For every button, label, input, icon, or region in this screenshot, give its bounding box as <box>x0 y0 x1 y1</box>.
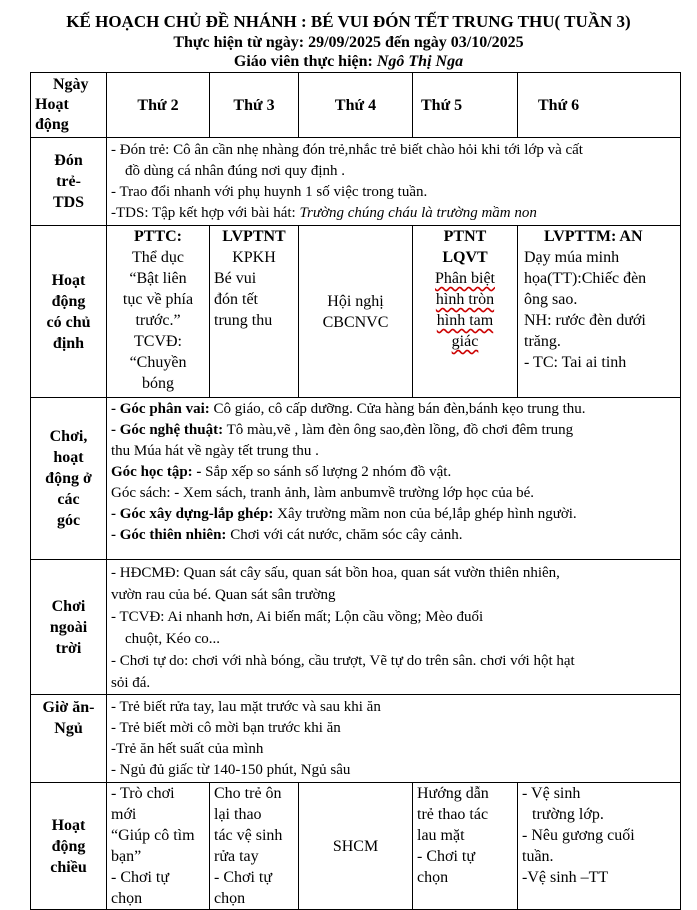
text-line: KPKH <box>232 249 276 266</box>
text-line: - Trò chơi <box>111 785 175 802</box>
text-line: - HĐCMĐ: Quan sát cây sấu, quan sát bồn hoa, quan sát vườn thiên nhiên, <box>111 565 560 581</box>
text-line: tác vệ sinh <box>214 827 283 844</box>
chieu-wed-cell: SHCM <box>299 783 413 910</box>
corner-text: Cô giáo, cô cấp dưỡng. Cửa hàng bán đèn,bánh kẹo trung thu. <box>209 401 586 417</box>
row-label-line: động ở <box>45 470 92 487</box>
text-line: giác <box>451 333 479 350</box>
row-label-choi-goc <box>31 398 107 560</box>
corner-item <box>111 420 676 441</box>
row-label-line: định <box>52 334 85 352</box>
teacher-line <box>0 52 697 71</box>
corner-activity-label: động <box>35 116 69 133</box>
corner-day-label: Ngày <box>53 76 89 93</box>
row-ngoai-troi <box>31 560 681 695</box>
text-line: tuần. <box>522 848 554 865</box>
text-line: lại thao <box>214 806 262 823</box>
hd-tue-cell <box>210 226 299 398</box>
subject-code: PTNT <box>443 228 487 245</box>
chieu-tue-cell <box>210 783 299 910</box>
row-label-line: Hoạt <box>51 816 86 834</box>
don-tre-content <box>107 138 681 226</box>
text-line: “Chuyền <box>129 354 187 371</box>
text-line: - Nêu gương cuối <box>522 827 635 844</box>
subject-code: LVPTTM: AN <box>544 228 643 245</box>
day-header-wed: Thứ 4 <box>299 73 413 138</box>
row-label-hd-chu-dinh <box>31 226 107 398</box>
corner-item <box>111 525 676 546</box>
hd-fri-cell <box>518 226 681 398</box>
text-line: -Vệ sinh –TT <box>522 869 609 886</box>
text-line: đồ dùng cá nhân đúng nơi quy định . <box>125 163 345 179</box>
row-hd-chu-dinh <box>31 226 681 398</box>
text-line: Cho trẻ ôn <box>214 785 282 802</box>
tds-song: Trường chúng cháu là trường mầm non <box>299 205 537 221</box>
header-row <box>31 73 681 138</box>
text-line: lau mặt <box>417 827 465 844</box>
corner-item <box>111 399 676 420</box>
corner-item <box>111 504 676 525</box>
corner-text: Chơi với cát nước, chăm sóc cây cảnh. <box>226 527 463 543</box>
row-label-ngoai-troi <box>31 560 107 695</box>
teacher-name: Ngô Thị Nga <box>376 53 464 70</box>
date-range: Thực hiện từ ngày: 29/09/2025 đến ngày 03/10/2025 <box>173 34 524 51</box>
text-line: - Trao đổi nhanh với phụ huynh 1 số việc trong tuần. <box>111 184 428 200</box>
row-label-line: hoạt <box>53 449 84 466</box>
text-line: Hội nghị <box>327 292 384 310</box>
an-ngu-content <box>107 695 681 783</box>
text-line: TCVĐ: <box>134 333 182 350</box>
text-line: sỏi đá. <box>111 675 151 691</box>
row-label-line: chiều <box>50 858 87 876</box>
text-line: chọn <box>417 869 449 886</box>
chieu-mon-cell <box>107 783 210 910</box>
text-line: - Ngủ đủ giấc từ 140-150 phút, Ngủ sâu <box>111 762 351 778</box>
text-line: “Giúp cô tìm <box>111 827 195 844</box>
weekly-plan-table <box>30 72 681 910</box>
hd-wed-cell <box>299 226 413 398</box>
day-header-mon: Thứ 2 <box>107 73 210 138</box>
day-header-fri: Thứ 6 <box>518 73 681 138</box>
day-header-thu: Thứ 5 <box>413 73 518 138</box>
text-line: - Trẻ biết mời cô mời bạn trước khi ăn <box>111 720 341 736</box>
text-line: - Chơi tự <box>214 869 273 886</box>
text-line: NH: rước đèn dưới <box>524 312 646 329</box>
plan-title: KẾ HOẠCH CHỦ ĐỀ NHÁNH : BÉ VUI ĐÓN TẾT TRUNG THU( TUẦN 3) <box>66 12 631 31</box>
text-line: Hướng dẫn <box>417 785 489 802</box>
row-label-line: trời <box>55 639 82 657</box>
corner-activity-label: Hoạt <box>35 96 69 113</box>
row-chieu <box>31 783 681 910</box>
text-line: trẻ thao tác <box>417 806 489 823</box>
text-line: ông sao. <box>524 291 578 308</box>
corner-text: thu Múa hát về ngày tết trung thu . <box>111 443 319 459</box>
choi-goc-content <box>107 398 681 560</box>
text-line: trường lớp. <box>532 806 604 823</box>
tds-label: -TDS: Tập kết hợp với bài hát: <box>111 205 300 221</box>
text-line: mới <box>111 806 137 823</box>
text-line: - TCVĐ: Ai nhanh hơn, Ai biến mất; Lộn cầu vồng; Mèo đuổi <box>111 609 484 625</box>
text-line: - Vệ sinh <box>522 785 581 802</box>
corner-text: Góc sách: - Xem sách, tranh ảnh, làm anbumvề trường lớp học của bé. <box>111 485 535 501</box>
corner-name: - Góc xây dựng-lắp ghép: <box>111 506 274 522</box>
corner-text: Xây trường mầm non của bé,lắp ghép hình người. <box>273 506 577 522</box>
row-don-tre <box>31 138 681 226</box>
row-label-line: động <box>51 837 86 855</box>
row-label-line: Chơi <box>51 597 86 615</box>
row-label-line: Chơi, <box>49 428 88 445</box>
corner-text: Tô màu,vẽ , làm đèn ông sao,đèn lồng, đồ chơi đêm trung <box>223 422 574 438</box>
text-line: rửa tay <box>214 848 259 865</box>
text-line: họa(TT):Chiếc đèn <box>524 270 647 287</box>
text-line: trăng. <box>524 333 561 350</box>
subject-code: LQVT <box>442 249 488 266</box>
hd-thu-cell <box>413 226 518 398</box>
row-label-line: Đón <box>54 152 83 169</box>
text-line: chọn <box>111 890 143 907</box>
corner-text: Sắp xếp so sánh số lượng 2 nhóm đồ vật. <box>201 464 452 480</box>
text-line: hình tam <box>436 312 494 329</box>
corner-item <box>111 462 676 483</box>
text-line: bạn” <box>111 848 142 865</box>
row-label-an-ngu <box>31 695 107 783</box>
subject-code: PTTC: <box>134 228 182 245</box>
text-line: tục về phía <box>122 291 194 308</box>
text-line: - TC: Tai ai tinh <box>524 354 627 371</box>
text-line: - Chơi tự <box>417 848 476 865</box>
text-line: chọn <box>214 890 246 907</box>
corner-item <box>111 441 676 462</box>
text-line: - Chơi tự <box>111 869 170 886</box>
text-line: vườn rau của bé. Quan sát sân trường <box>111 587 336 603</box>
corner-name: Góc học tập: - <box>111 464 202 480</box>
row-label-line: trẻ- <box>56 173 81 190</box>
text-line: CBCNVC <box>322 313 389 331</box>
row-label-line: các <box>57 491 80 508</box>
row-label-line: Ngủ <box>54 720 83 737</box>
corner-item <box>111 483 676 504</box>
subject-code: LVPTNT <box>222 228 286 245</box>
text-line: Phân biệt <box>435 270 495 287</box>
text-line: đón tết <box>214 291 258 308</box>
text-line: Bé vui <box>214 270 257 287</box>
row-label-line: ngoài <box>49 618 88 636</box>
teacher-label: Giáo viên thực hiện: <box>233 53 373 70</box>
text-line: bóng <box>142 375 174 392</box>
row-label-chieu <box>31 783 107 910</box>
day-header-tue: Thứ 3 <box>210 73 299 138</box>
row-label-line: động <box>51 292 86 310</box>
chieu-fri-cell <box>518 783 681 910</box>
row-label-line: Hoạt <box>51 271 86 289</box>
chieu-thu-cell <box>413 783 518 910</box>
row-an-ngu <box>31 695 681 783</box>
row-choi-goc <box>31 398 681 560</box>
text-line: hình tròn <box>435 291 495 308</box>
text-line: -Trẻ ăn hết suất của mình <box>111 741 264 757</box>
corner-name: - Góc thiên nhiên: <box>111 527 227 543</box>
corner-cell <box>31 73 107 138</box>
row-label-line: có chủ <box>46 313 91 331</box>
row-label-line: góc <box>56 512 81 529</box>
hd-mon-cell <box>107 226 210 398</box>
text-line: trước.” <box>135 312 181 329</box>
text-line: - Trẻ biết rửa tay, lau mặt trước và sau khi ăn <box>111 699 381 715</box>
text-line: Thể dục <box>132 249 184 266</box>
row-label-don-tre <box>31 138 107 226</box>
text-line: trung thu <box>214 312 273 329</box>
ngoai-troi-content <box>107 560 681 695</box>
row-label-line: Giờ ăn- <box>42 699 95 716</box>
text-line: “Bật liên <box>129 270 187 287</box>
tds-line <box>111 203 676 224</box>
row-label-line: TDS <box>52 194 85 211</box>
text-line: - Đón trẻ: Cô ân cần nhẹ nhàng đón trẻ,nhắc trẻ biết chào hỏi khi tới lớp và cất <box>111 142 583 158</box>
text-line: - Chơi tự do: chơi với nhà bóng, cầu trượt, Vẽ tự do trên sân. chơi với hột hạt <box>111 653 575 669</box>
text-line: chuột, Kéo co... <box>125 631 220 647</box>
text-line: Dạy múa minh <box>524 249 620 266</box>
corner-name: - Góc phân vai: <box>111 401 210 417</box>
corner-name: - Góc nghệ thuật: <box>111 422 224 438</box>
